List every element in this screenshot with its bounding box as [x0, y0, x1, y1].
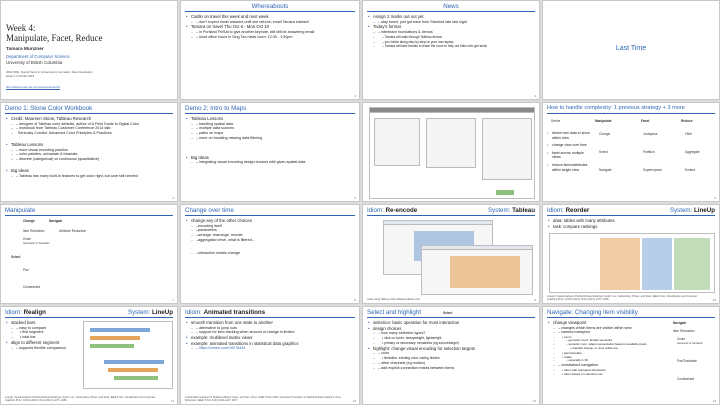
column-facet: Facet [641, 119, 650, 123]
sub-bullet: – • zoom [548, 335, 660, 339]
bullet: • change view over time [547, 143, 593, 148]
sub-bullet: – – integrating visual encoding design choices with given spatial data [186, 160, 355, 165]
sub-bullet: – • click vs hover: heavyweight, lightweight [368, 336, 535, 341]
heading-rule [547, 113, 715, 114]
sub-bullet: – –aggregation level, what is filtered... [186, 238, 355, 243]
heading-rule [5, 317, 173, 318]
sub-bullet: – • first segment [6, 330, 78, 335]
bullet: • stacked bars [6, 320, 78, 326]
sub-bullet: – – especially in 3D [548, 359, 660, 363]
sub-bullet: – • limitation: existing color coding hidden [368, 356, 535, 361]
system-prefix: System: [669, 207, 695, 214]
bullet: • change any of the other choices [186, 218, 355, 224]
pan-translate-label: Pan/Translate [677, 359, 697, 363]
ranking-bars [674, 238, 710, 290]
stacked-bars-figure [83, 321, 173, 389]
bullet: • Assign 2 marks out out yet [368, 14, 535, 20]
bullet: • data: tables with many attributes [548, 218, 715, 224]
bullet: • Tableau Lessons [6, 142, 173, 148]
author-name: Tamara Munzner [6, 47, 44, 52]
change-label: Change [23, 219, 35, 223]
bullet-list [368, 14, 535, 49]
slide-demo-1[interactable] [0, 102, 178, 202]
heading-rule [185, 215, 355, 216]
slide-heading: Select and highlight [367, 309, 422, 316]
stacked-bar [104, 360, 164, 364]
bullet-list [6, 116, 173, 178]
slide-heading: Navigate: Changing item visibility [547, 309, 638, 316]
bullet-list [186, 320, 355, 351]
bullet-list [548, 218, 715, 229]
bullet-list [186, 14, 355, 40]
bullet-list [186, 116, 355, 165]
slide-whereabouts[interactable] [180, 0, 360, 100]
sub-bullet: – • pan/translate [548, 351, 660, 355]
op-change: Change [599, 132, 611, 136]
bullet: • change viewpoint [548, 320, 660, 326]
bullet: • design choices [368, 326, 535, 332]
diagram-block [482, 118, 532, 180]
sub-bullet: – – geometric zoom: familiar semantics [548, 339, 660, 343]
sub-bullet: – –parameters [186, 228, 355, 233]
stacked-bar [90, 328, 150, 332]
sub-bullet: – – don't expect email answers until she returns; email Tamara instead! [186, 20, 355, 25]
sub-bullet: – • often with animated transitions [548, 368, 660, 372]
last-time-title: Last Time [615, 45, 647, 52]
sub-bullet: – – how many selection types? [368, 331, 535, 336]
page-number: 6 [714, 196, 716, 200]
sub-bullet: – – designer of Tableau color defaults, author of A Field Guide to Digital Color [6, 122, 173, 127]
bullet: • Today's format [368, 24, 535, 30]
slide-news[interactable] [362, 0, 540, 100]
sub-bullet: – – add explicit connection marks between items [368, 366, 535, 371]
slide-heading [185, 309, 265, 316]
sub-bullet: – • primary vs secondary: semantics (eg source/target) [368, 341, 535, 346]
sub-bullet: – – stay tuned, just got back from Stanford late last night [368, 20, 535, 25]
idiom-name: Realign [23, 309, 46, 316]
heading-rule [367, 215, 535, 216]
taxonomy-diagram [369, 107, 535, 199]
bullet: • facet across multiple views [547, 151, 593, 160]
select-icon-label: Select [443, 311, 453, 315]
page-number: 9 [534, 298, 536, 302]
sub-bullet: – • rotate [548, 355, 660, 359]
sub-bullet: – – changes which items are visible within view [548, 326, 660, 331]
heading-rule [5, 215, 173, 216]
chart-area [450, 256, 520, 288]
course-line: JRNL 520H, Special Topics in Contemporary Journalism: Data Visualization [6, 71, 93, 74]
deck-subtitle: Manipulate, Facet, Reduce [6, 33, 103, 43]
page-number: 2 [354, 94, 356, 98]
pan-label: Pan [23, 268, 29, 272]
stacked-bar [90, 344, 134, 348]
ranking-bars [642, 238, 672, 290]
diagram-block [374, 118, 420, 166]
zoom-label: Zoom [23, 237, 32, 241]
idiom-name: Animated transitions [203, 309, 266, 316]
bullet-list [547, 131, 593, 172]
op-juxtapose: Juxtapose [643, 132, 658, 136]
idiom-name: Re-encode [385, 207, 418, 214]
sub-bullet: – • total bar [6, 335, 78, 340]
diagram-button [496, 190, 514, 195]
page-number: 13 [532, 399, 536, 403]
heading-rule [185, 113, 355, 114]
diagram-block [426, 118, 476, 168]
citation: LineUp: Visual Analysis of Multi-Attribute Rankings. Gratzl, Lex, Gehlenborg, Pfister, and Streit. IEEE Trans. Visualization and Computer Graphics (Proc. InfoVis 2013) 19:12 (2013), 2277–2286. [5, 395, 156, 402]
op-aggregate: Aggregate [685, 150, 700, 154]
sub-bullet: – – other channels (eg motion) [368, 361, 535, 366]
page-number: 10 [712, 298, 716, 302]
heading-rule [367, 11, 535, 12]
tableau-screenshot-front [421, 245, 533, 295]
idiom-prefix: Idiom: [547, 207, 566, 214]
sub-bullet: – –interaction entails change [186, 251, 355, 256]
item-reduction-label: Item Reduction [673, 329, 695, 333]
sub-bullet: – – short office hours in Sing Tao news room: 12:30 - 1:30pm [186, 35, 355, 40]
sub-bullet: – – alternative to jump cuts [186, 326, 355, 331]
sub-bullet: – – handling spatial data [186, 122, 355, 127]
stacked-bar [90, 336, 140, 340]
bullet: • align to different segment [6, 340, 78, 346]
slide-select-highlight[interactable] [362, 306, 540, 405]
bullet: • Big Ideas [6, 168, 173, 174]
sub-bullet: – – you follow along step by step on your own laptop [368, 40, 535, 45]
op-filter: Filter [685, 132, 693, 136]
sub-bullet: – –encoding itself [186, 224, 355, 229]
attribute-reduction-label: Attribute Reduction [59, 229, 87, 233]
system-name: LineUp [694, 207, 715, 214]
slide-manipulate[interactable] [0, 204, 178, 304]
stacked-bar [114, 376, 158, 380]
slide-navigate[interactable] [542, 306, 720, 405]
slide-complexity[interactable] [542, 102, 720, 202]
idiom-prefix: Idiom: [185, 309, 204, 316]
sub-bullet: – » dramatic change, or more subtle one [548, 347, 660, 351]
page-number: 11 [170, 399, 174, 403]
sub-bullet: – – supports flexible comparison [6, 346, 78, 351]
system-heading [670, 207, 715, 214]
sub-bullet: – – in Portland Fri/Sat to give another keynote, will still be answering email [186, 30, 355, 35]
sub-bullet: – – support for item tracking when amount of change is limited [186, 330, 355, 335]
item-reduction-label: Item Reduction [23, 229, 45, 233]
bullet: • task: compare rankings [548, 224, 715, 230]
slide-animated-transitions[interactable] [180, 306, 360, 405]
bullet: • Caitlin on travel this week and next week [186, 14, 355, 20]
page-number: 4 [172, 196, 174, 200]
slide-heading: How to handle complexity: 1 previous strategy + 3 more [547, 105, 685, 111]
sub-bullet: – – paths on maps [186, 131, 355, 136]
course-date: Week 4: 4 October 2016 [6, 75, 35, 78]
system-heading [128, 309, 173, 316]
constrained-label: Constrained [677, 377, 695, 381]
heading-rule [547, 317, 715, 318]
bullet: • Tamara on travel Thu Oct 6 - Mon Oct 10 [186, 24, 355, 30]
bullet: • example: animated transitions in statistical data graphics [186, 341, 355, 347]
sub-bullet: – – interleave foundations & demos [368, 30, 535, 35]
lineup-screenshot [549, 233, 715, 293]
heading-rule [367, 317, 535, 318]
slide-change-over-time[interactable] [180, 204, 360, 304]
op-select: Select [599, 150, 608, 154]
bullet: • Credit: Maureen Stone, Tableau Research [6, 116, 173, 122]
slide-title[interactable] [0, 0, 178, 100]
citation: LineUp: Visual Analysis of Multi-Attribute Rankings. Gratzl, Lex, Gehlenborg, Pfister, and Streit. IEEE Trans. Visualization and Computer Graphics (Proc. InfoVis 2013) 19:12 (2013), 2277–2286. [547, 294, 698, 301]
sub-bullet: – – constrained navigation [548, 363, 660, 368]
bullet: • smooth transition from one state to another [186, 320, 355, 326]
constrained-label: Constrained [23, 285, 41, 289]
slide-heading [5, 309, 46, 316]
heading-rule [185, 11, 355, 12]
heading-rule [5, 113, 173, 114]
sub-bullet: – – discrete (categorical) vs continuous (quantitative) [6, 157, 173, 162]
slide-heading: News [443, 3, 459, 10]
bullet: • selection: basic operation for most interaction [368, 320, 535, 326]
sub-bullet: – – color [368, 351, 535, 356]
sub-bullet: – – more visual encoding practice [6, 148, 173, 153]
citation: made using Tableau, http://tableausoftware.com [367, 297, 421, 301]
slide-realign[interactable] [0, 306, 178, 405]
system-name: Tableau [512, 207, 535, 214]
system-name: LineUp [152, 309, 173, 316]
page-number: 3 [534, 94, 536, 98]
sub-bullet: – – Tamara will walk through Tableau demos [368, 35, 535, 40]
sub-bullet: – – camera metaphor [548, 330, 660, 335]
bullet: • highlight: change visual encoding for selection targets [368, 346, 535, 352]
sub-bullet: – – Tamara will take breaks to leave the room to help out folks who get stuck [368, 44, 535, 49]
system-prefix: System: [488, 207, 513, 214]
page-number: 8 [354, 298, 356, 302]
system-heading [488, 207, 535, 214]
derive-label: Derive [551, 119, 561, 123]
ranking-bars [600, 238, 640, 290]
page-number: 7 [172, 298, 174, 302]
navigate-icon-label: Navigate [673, 321, 687, 325]
bullet: • Tableau Lessons [186, 116, 355, 122]
slide-heading: Manipulate [5, 207, 36, 214]
window-bar [422, 246, 532, 250]
bullet: • Big Ideas [186, 155, 355, 161]
citation: A Zoomable Interface for Multilevel Matrix Views. van Ham, Perer. IEEE TVCG 2009 / Animated Transitions in Statistical Data Graphics. Heer, Robertson. IEEE TVCG 13(6):1240-1247, 2007. [185, 395, 342, 402]
sub-bullet: – – more on handling missing data filtering [186, 136, 355, 141]
department: Department of Computer Science [6, 54, 70, 59]
slide-heading: Change over time [185, 207, 234, 214]
sub-bullet: – – semantic zoom: adapt representation based on available pixels [548, 343, 660, 347]
diagram-header-bar [370, 108, 534, 113]
idiom-name: Reorder [565, 207, 590, 214]
heading-rule [547, 215, 715, 216]
bullet: • reduce items/attributes within single view [547, 163, 593, 172]
window-bar [384, 221, 492, 225]
sub-bullet: – –arrange: rearrange, reorder [186, 233, 355, 238]
idiom-prefix: Idiom: [5, 309, 24, 316]
university: University of British Columbia [6, 60, 63, 65]
video-link[interactable]: – – https://vimeo.com/19278444 [186, 346, 355, 351]
op-navigate: Navigate [599, 168, 612, 172]
bullet-list [6, 320, 78, 350]
bullet-list [548, 320, 660, 376]
column-manipulate: Manipulate [595, 119, 612, 123]
idiom-prefix: Idiom: [367, 207, 386, 214]
week-title: Week 4: [6, 23, 36, 33]
column-reduce: Reduce [681, 119, 693, 123]
slide-last-time[interactable] [542, 0, 720, 100]
bullet: • example: multilevel matrix views [186, 335, 355, 341]
sub-bullet: – – color palettes, univariate & bivariate [6, 152, 173, 157]
zoom-label: Zoom [677, 337, 686, 341]
slide-heading: Demo 2: Intro to Maps [185, 105, 247, 112]
sub-bullet: – Seriously Colorful: Advanced Color Principles & Practices [6, 131, 173, 136]
slide-heading: Whereabouts [251, 3, 289, 10]
page-number: 14 [712, 399, 716, 403]
sub-bullet: – • often based on selection set [548, 372, 660, 376]
slide-complexity-figure[interactable] [362, 102, 540, 202]
bullet: • derive new data to show within view [547, 131, 593, 140]
page-number: 12 [352, 399, 356, 403]
course-url[interactable]: http://www.cs.ubc.ca/~tmm/courses/journ16 [6, 85, 61, 89]
sub-bullet: – – multiple data sources [186, 126, 355, 131]
slide-heading [367, 207, 417, 214]
bullet-list [186, 218, 355, 256]
slide-demo-2[interactable] [180, 102, 360, 202]
bullet-list [368, 320, 535, 370]
heading-rule [185, 317, 355, 318]
select-label: Select [11, 255, 21, 259]
navigate-label: Navigate [49, 219, 63, 223]
slide-heading [547, 207, 589, 214]
slide-reorder[interactable] [542, 204, 720, 304]
stacked-bar [108, 368, 158, 372]
sub-bullet: – – easy to compare [6, 326, 78, 331]
system-prefix: System: [127, 309, 153, 316]
op-partition: Partition [643, 150, 655, 154]
op-embed: Embed [685, 168, 696, 172]
op-superimpose: Superimpose [643, 168, 662, 172]
sub-bullet: – – workbook from Tableau Customer Conference 2014 talk: [6, 126, 173, 131]
slide-heading: Demo 1: Stone Color Workbook [5, 105, 93, 112]
slide-reencode[interactable] [362, 204, 540, 304]
sub-bullet: – – Tableau has many built-in features to get color right, but care still needed [6, 174, 173, 179]
geometric-semantic-label: Geometric or Semantic [23, 242, 50, 245]
page-number: 5 [354, 196, 356, 200]
geometric-semantic-label: Geometric or Semantic [677, 342, 703, 345]
